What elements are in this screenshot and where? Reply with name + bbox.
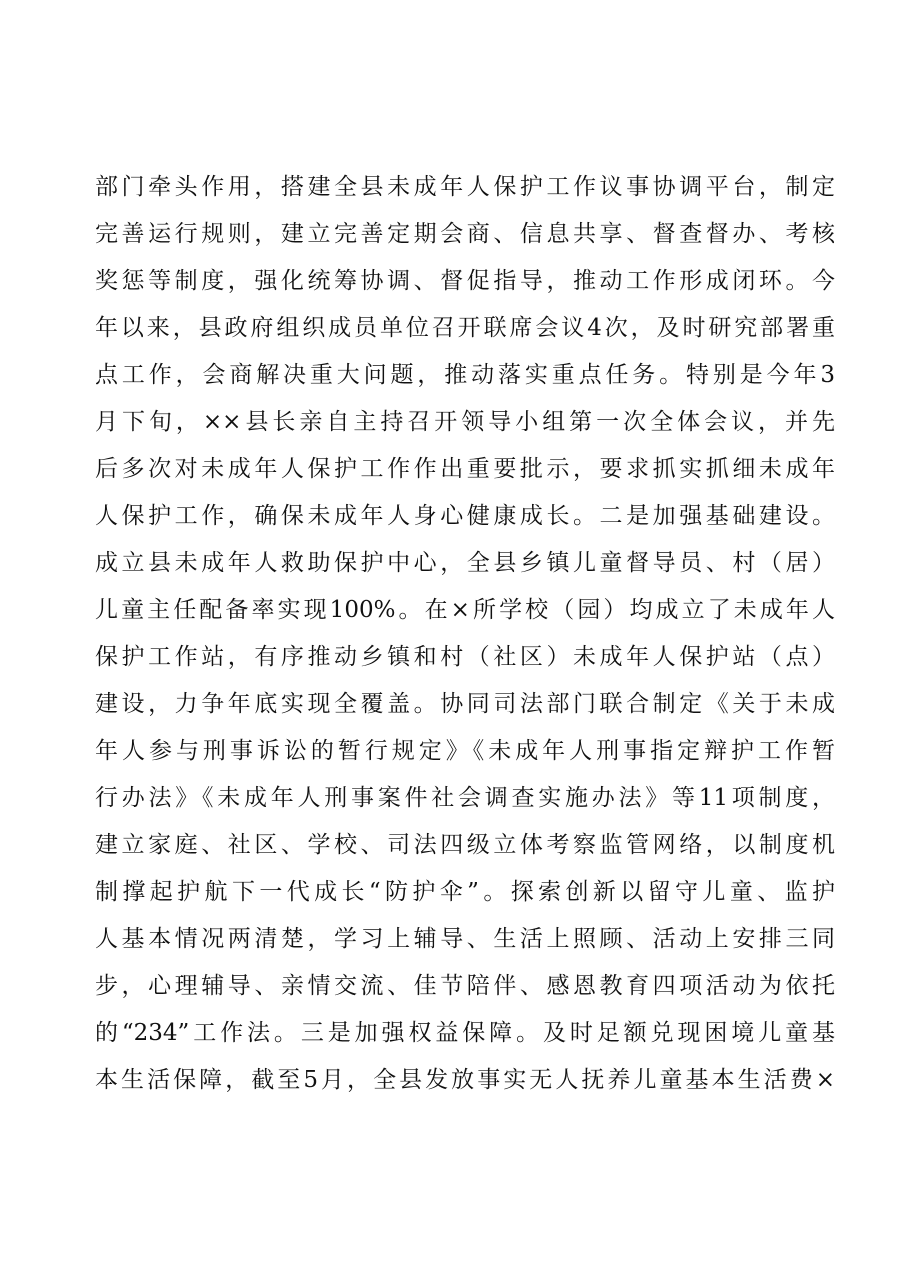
text-line: 完善运行规则，建立完善定期会商、信息共享、督查督办、考核 [95,221,835,247]
text-line: 奖惩等制度，强化统筹协调、督促指导，推动工作形成闭环。今 [95,268,835,294]
text-line: 月下旬，××县长亲自主持召开领导小组第一次全体会议，并先 [95,409,835,435]
text-line: 年以来，县政府组织成员单位召开联席会议4次，及时研究部署重 [95,315,835,341]
text-line: 的“234”工作法。三是加强权益保障。及时足额兑现困境儿童基 [95,1020,835,1046]
text-line: 行办法》《未成年人刑事案件社会调查实施办法》等11项制度， [95,785,835,811]
text-line: 制撑起护航下一代成长“防护伞”。探索创新以留守儿童、监护 [95,879,835,905]
text-line: 成立县未成年人救助保护中心，全县乡镇儿童督导员、村（居） [95,550,835,576]
text-line: 步，心理辅导、亲情交流、佳节陪伴、感恩教育四项活动为依托 [95,973,835,999]
body-text [95,164,835,1104]
text-line: 保护工作站，有序推动乡镇和村（社区）未成年人保护站（点） [95,644,835,670]
text-line: 人保护工作，确保未成年人身心健康成长。二是加强基础建设。 [95,503,835,529]
text-line: 点工作，会商解决重大问题，推动落实重点任务。特别是今年3 [95,362,835,388]
text-line: 后多次对未成年人保护工作作出重要批示，要求抓实抓细未成年 [95,456,835,482]
text-line: 部门牵头作用，搭建全县未成年人保护工作议事协调平台，制定 [95,174,835,200]
text-line: 建立家庭、社区、学校、司法四级立体考察监管网络，以制度机 [95,832,835,858]
text-line: 儿童主任配备率实现100%。在×所学校（园）均成立了未成年人 [95,597,835,623]
text-line: 人基本情况两清楚，学习上辅导、生活上照顾、活动上安排三同 [95,926,835,952]
text-line: 年人参与刑事诉讼的暂行规定》《未成年人刑事指定辩护工作暂 [95,738,835,764]
text-line: 本生活保障，截至5月，全县发放事实无人抚养儿童基本生活费× [95,1067,835,1093]
text-line: 建设，力争年底实现全覆盖。协同司法部门联合制定《关于未成 [95,691,835,717]
